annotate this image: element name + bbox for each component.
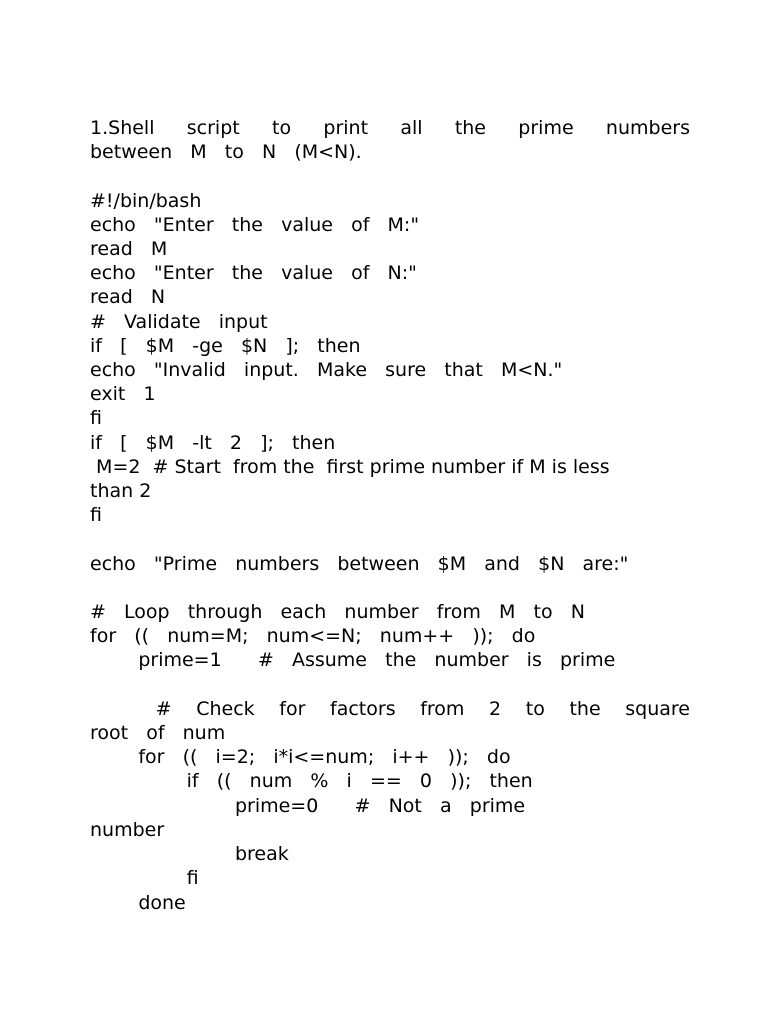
text-line: number — [90, 818, 165, 841]
text-line: than 2 — [90, 480, 152, 503]
blank-line — [90, 673, 690, 697]
text-line: 1.Shell script to print all the prime numbers — [90, 117, 690, 139]
text-line: read N — [90, 286, 166, 309]
text-line: prime=1 # Assume the number is prime — [90, 649, 616, 672]
text-line: exit 1 — [90, 383, 156, 406]
text-line: root of num — [90, 722, 226, 745]
document-text — [90, 116, 690, 915]
blank-line — [90, 164, 690, 188]
text-line: # Loop through each number from M to N — [90, 601, 585, 624]
text-line: if [ $M -lt 2 ]; then — [90, 431, 336, 454]
text-line: read M — [90, 238, 168, 261]
blank-line — [90, 527, 690, 551]
text-line: between M to N (M<N). — [90, 141, 362, 164]
text-line: echo "Enter the value of N:" — [90, 262, 417, 285]
text-line: #!/bin/bash — [90, 189, 202, 212]
blank-line — [90, 576, 690, 600]
text-line: if (( num % i == 0 )); then — [90, 770, 533, 793]
text-line: fi — [90, 407, 102, 430]
text-line: # Validate input — [90, 310, 268, 333]
text-line: for (( i=2; i*i<=num; i++ )); do — [90, 746, 511, 769]
text-line: M=2 # Start from the first prime number if M is less — [90, 455, 610, 478]
text-line: # Check for factors from 2 to the square — [90, 697, 690, 720]
text-line: fi — [90, 504, 102, 527]
text-line: echo "Enter the value of M:" — [90, 213, 420, 236]
text-line: break — [90, 843, 289, 866]
text-line: echo "Invalid input. Make sure that M<N." — [90, 359, 563, 382]
text-line: for (( num=M; num<=N; num++ )); do — [90, 625, 536, 648]
text-line: done — [90, 891, 186, 914]
text-line: if [ $M -ge $N ]; then — [90, 334, 361, 357]
text-line: echo "Prime numbers between $M and $N are:" — [90, 552, 629, 575]
text-line: fi — [90, 867, 199, 890]
text-line: prime=0 # Not a prime — [90, 794, 526, 817]
